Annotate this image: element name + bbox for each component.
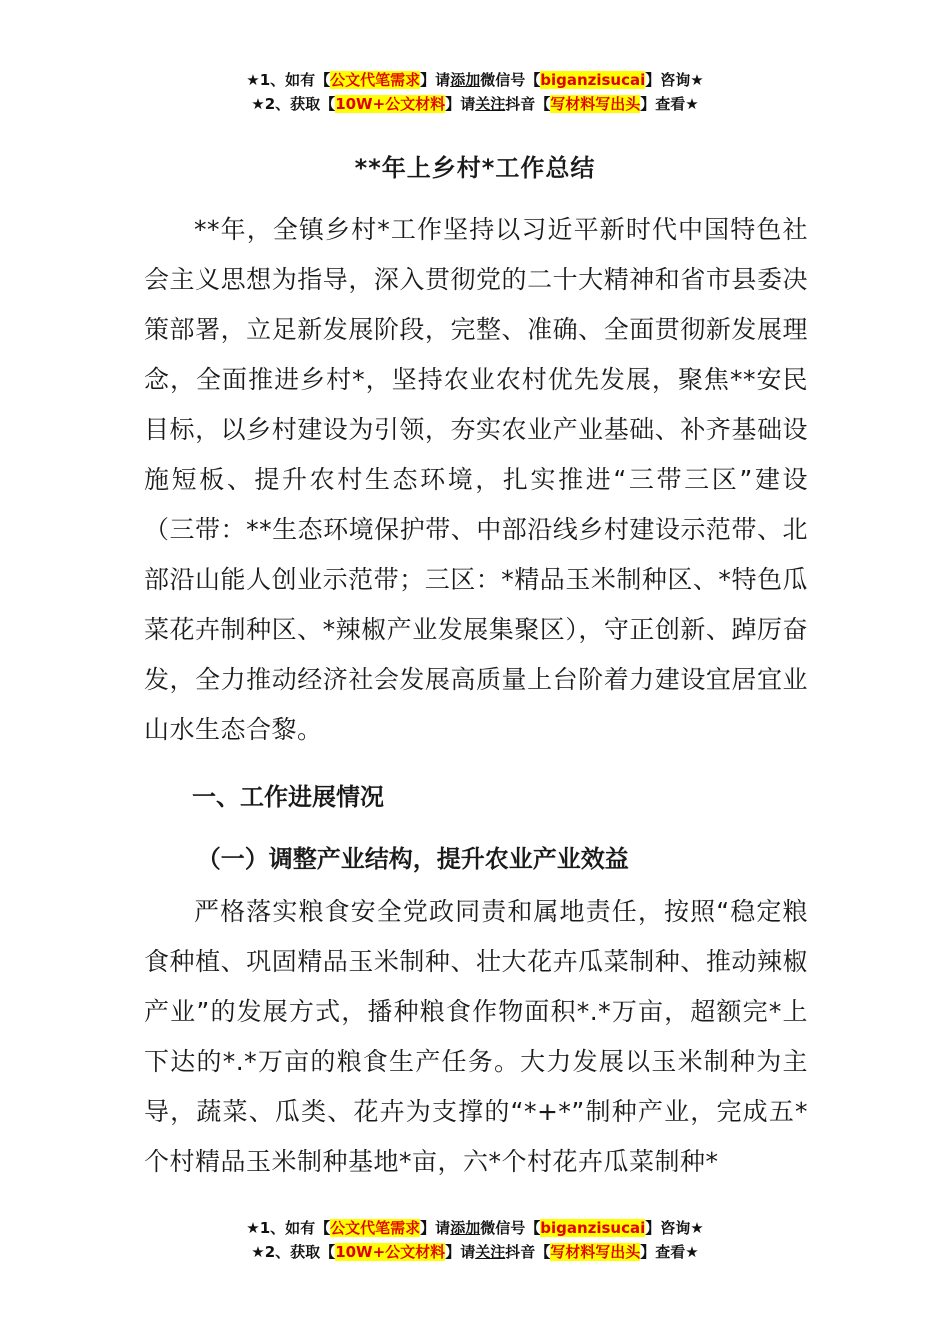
footer-promo	[0, 1216, 950, 1264]
douyin-account: 写材料写出头	[550, 1243, 641, 1261]
materials-highlight: 10W+公文材料	[335, 95, 446, 113]
document-title: **年上乡村*工作总结	[354, 154, 596, 182]
douyin-account: 写材料写出头	[550, 95, 641, 113]
header-promo-line-1: ★1、如有【公文代笔需求】请添加微信号【biganzisucai】咨询★	[246, 71, 704, 89]
materials-highlight: 10W+公文材料	[335, 1243, 446, 1261]
section-heading-1: 一、工作进展情况	[192, 783, 384, 811]
wechat-id: biganzisucai	[540, 71, 646, 89]
header-promo-line-2: ★2、获取【10W+公文材料】请关注抖音【写材料写出头】查看★	[251, 95, 699, 113]
wechat-id: biganzisucai	[540, 1219, 646, 1237]
footer-promo-line-2: ★2、获取【10W+公文材料】请关注抖音【写材料写出头】查看★	[251, 1243, 699, 1261]
subsection-heading-1: （一）调整产业结构，提升农业产业效益	[196, 845, 629, 873]
document-body	[144, 205, 808, 1187]
header-promo	[0, 68, 950, 116]
intro-paragraph: **年，全镇乡村*工作坚持以习近平新时代中国特色社会主义思想为指导，深入贯彻党的二十大精神和省市县委决策部署，立足新发展阶段，完整、准确、全面贯彻新发展理念，全面推进乡村*，坚持农业农村优先发展，聚焦**安民目标，以乡村建设为引领，夯实农业产业基础、补齐基础设施短板、提升农村生态环境，扎实推进“三带三区”建设（三带：**生态环境保护带、中部沿线乡村建设示范带、北部沿山能人创业示范带；三区：*精品玉米制种区、*特色瓜菜花卉制种区、*辣椒产业发展集聚区），守正创新、踔厉奋发，全力推动经济社会发展高质量上台阶着力建设宜居宜业山水生态合黎。	[144, 215, 808, 744]
service-highlight: 公文代笔需求	[330, 71, 421, 89]
body-paragraph-2: 严格落实粮食安全党政同责和属地责任，按照“稳定粮食种植、巩固精品玉米制种、壮大花卉瓜菜制种、推动辣椒产业”的发展方式，播种粮食作物面积*.*万亩，超额完*上下达的*.*万亩的粮食生产任务。大力发展以玉米制种为主导，蔬菜、瓜类、花卉为支撑的“*+*”制种产业，完成五*个村精品玉米制种基地*亩，六*个村花卉瓜菜制种*	[144, 897, 808, 1176]
footer-promo-line-1: ★1、如有【公文代笔需求】请添加微信号【biganzisucai】咨询★	[246, 1219, 704, 1237]
service-highlight: 公文代笔需求	[330, 1219, 421, 1237]
